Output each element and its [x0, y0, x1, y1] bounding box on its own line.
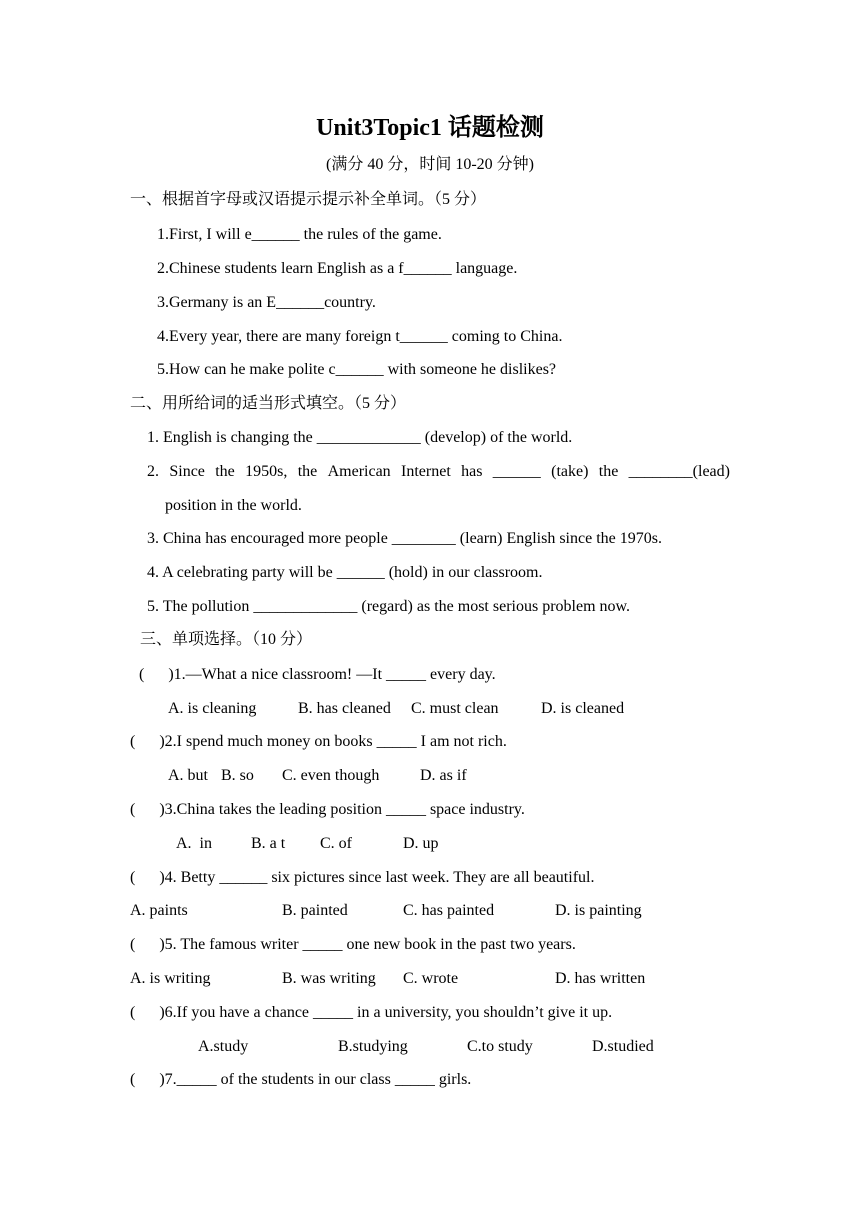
option-c: C. of — [320, 835, 352, 852]
option-c: C. must clean — [411, 700, 499, 717]
option-b: B. painted — [282, 902, 348, 919]
option-a: A. in — [176, 835, 212, 852]
option-b: B. has cleaned — [298, 700, 391, 717]
question-6-options — [0, 1036, 860, 1058]
section2-item-1: 1. English is changing the _____________ (develop) of the world. — [147, 429, 573, 446]
option-b: B. was writing — [282, 970, 376, 987]
word: the — [215, 463, 235, 480]
option-d: D. has written — [555, 970, 646, 987]
section2-item-3: 3. China has encouraged more people ________ (learn) English since the 1970s. — [147, 530, 662, 547]
option-b: B. a t — [251, 835, 286, 852]
section1-item-5: 5.How can he make polite c______ with someone he dislikes? — [157, 361, 557, 378]
option-a: A. but — [168, 767, 208, 784]
section1-item-3: 3.Germany is an E______country. — [157, 294, 376, 311]
question-7: ( )7._____ of the students in our class _____ girls. — [130, 1071, 472, 1088]
word: Internet — [401, 463, 451, 480]
section2-heading: 二、用所给词的适当形式填空。（5 分） — [130, 395, 407, 412]
option-a: A. is cleaning — [168, 700, 257, 717]
section1-item-4: 4.Every year, there are many foreign t______ coming to China. — [157, 328, 563, 345]
option-d: D. as if — [420, 767, 467, 784]
option-a: A. is writing — [130, 970, 211, 987]
option-d: D.studied — [592, 1038, 654, 1055]
question-5: ( )5. The famous writer _____ one new book in the past two years. — [130, 936, 576, 953]
word: 1950s, — [245, 463, 288, 480]
section2-item-2 — [147, 461, 730, 483]
word: the — [297, 463, 318, 480]
word: has — [461, 463, 483, 480]
question-2-options — [0, 765, 860, 787]
option-d: D. up — [403, 835, 439, 852]
section2-item-4: 4. A celebrating party will be ______ (hold) in our classroom. — [147, 564, 543, 581]
question-4: ( )4. Betty ______ six pictures since last week. They are all beautiful. — [130, 869, 595, 886]
section3-heading: 三、单项选择。（10 分） — [140, 631, 313, 648]
page-title: Unit3Topic1 话题检测 — [316, 115, 544, 141]
word: American — [327, 463, 391, 480]
question-6: ( )6.If you have a chance _____ in a university, you shouldn’t give it up. — [130, 1004, 613, 1021]
section2-item-2-continued: position in the world. — [165, 497, 302, 514]
word: Since — [169, 463, 205, 480]
option-a: A.study — [198, 1038, 249, 1055]
question-1-options — [0, 698, 860, 720]
option-b: B.studying — [338, 1038, 408, 1055]
section1-item-2: 2.Chinese students learn English as a f______ language. — [157, 260, 518, 277]
word: ______ — [492, 463, 541, 480]
question-3-options — [0, 833, 860, 855]
option-c: C. wrote — [403, 970, 459, 987]
section2-item-5: 5. The pollution _____________ (regard) as the most serious problem now. — [147, 598, 631, 615]
option-b: B. so — [221, 767, 254, 784]
section1-item-1: 1.First, I will e______ the rules of the game. — [157, 226, 442, 243]
question-4-options — [0, 900, 860, 922]
word: the — [598, 463, 619, 480]
option-c: C. has painted — [403, 902, 495, 919]
word: ________(lead) — [628, 463, 730, 480]
word: 2. — [147, 463, 159, 480]
question-5-options — [0, 968, 860, 990]
page-subtitle: (满分 40 分，时间 10-20 分钟) — [326, 156, 534, 173]
option-c: C. even though — [282, 767, 380, 784]
option-a: A. paints — [130, 902, 188, 919]
section1-heading: 一、根据首字母或汉语提示提示补全单词。（5 分） — [130, 191, 487, 208]
question-2: ( )2.I spend much money on books _____ I am not rich. — [130, 733, 507, 750]
option-d: D. is cleaned — [541, 700, 625, 717]
option-d: D. is painting — [555, 902, 642, 919]
question-1: ( )1.—What a nice classroom! —It _____ every day. — [139, 666, 496, 683]
word: (take) — [551, 463, 589, 480]
option-c: C.to study — [467, 1038, 533, 1055]
question-3: ( )3.China takes the leading position _____ space industry. — [130, 801, 525, 818]
